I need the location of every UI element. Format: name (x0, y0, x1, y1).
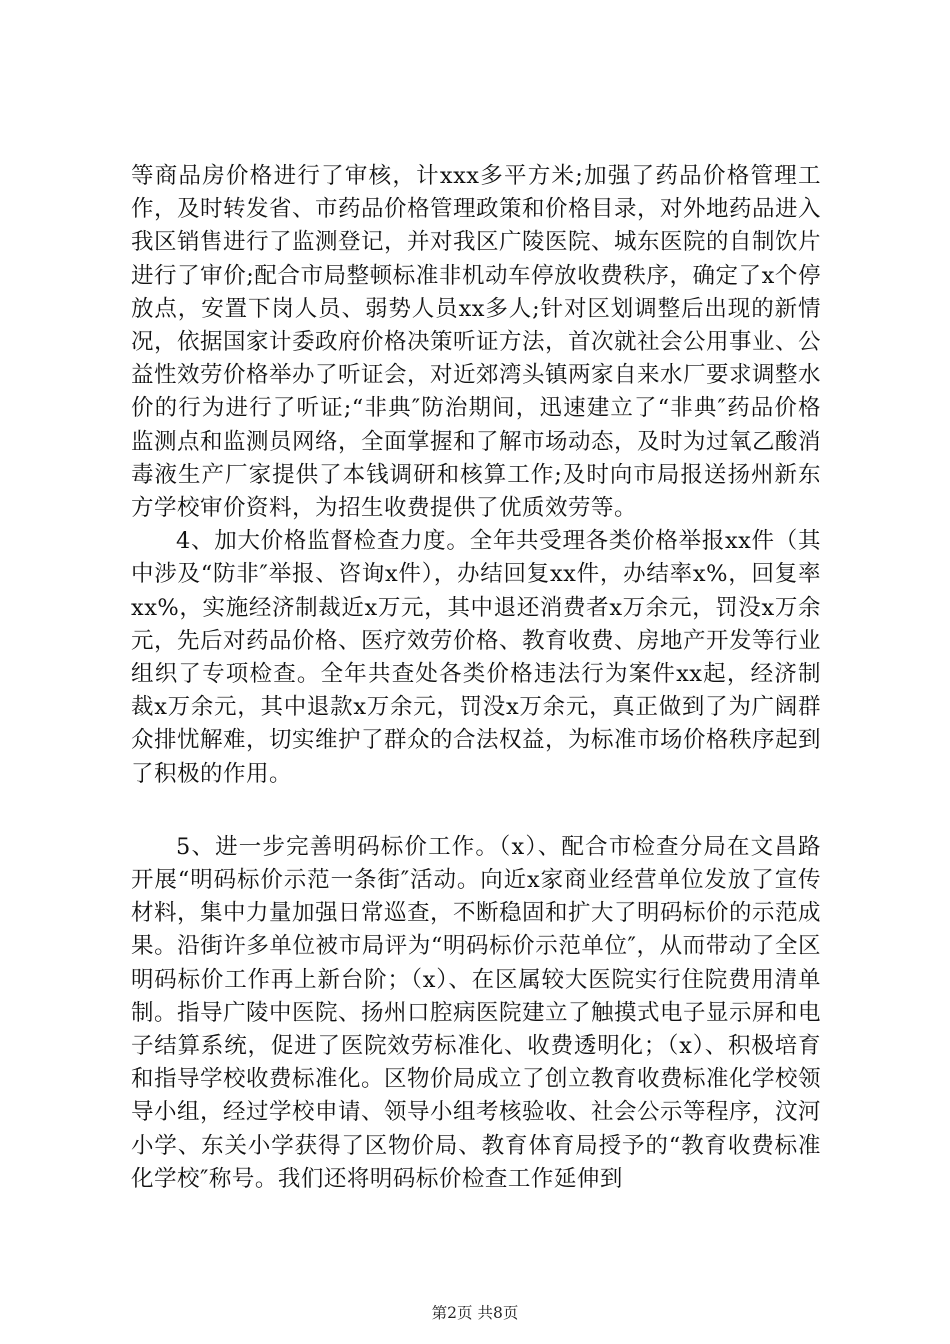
page-footer: 第2页 共8页 (431, 1304, 519, 1322)
paragraph-spacer (131, 791, 821, 831)
document-body (131, 160, 821, 1196)
paragraph-price-marking: 5、进一步完善明码标价工作。（x）、配合市检查分局在文昌路开展“明码标价示范一条街″活动。向近x家商业经营单位发放了宣传材料，集中力量加强日常巡查，不断稳固和扩大了明码标价的示范成果。沿街许多单位被市局评为“明码标价示范单位″，从而带动了全区明码标价工作再上新台阶；（x）、在区属较大医院实行住院费用清单制。指导广陵中医院、扬州口腔病医院建立了触摸式电子显示屏和电子结算系统，促进了医院效劳标准化、收费透明化；（x）、积极培育和指导学校收费标准化。区物价局成立了创立教育收费标准化学校领导小组，经过学校申请、领导小组考核验收、社会公示等程序，汶河小学、东关小学获得了区物价局、教育体育局授予的“教育收费标准化学校″称号。我们还将明码标价检查工作延伸到 (131, 833, 822, 1192)
paragraph-price-supervision: 4、加大价格监督检查力度。全年共受理各类价格举报xx件（其中涉及“防非″举报、咨询x件），办结回复xx件，办结率x%，回复率xx%，实施经济制裁近x万元，其中退还消费者x万余元，罚没x万余元，先后对药品价格、医疗效劳价格、教育收费、房地产开发等行业组织了专项检查。全年共查处各类价格违法行为案件xx起，经济制裁x万余元，其中退款x万余元，罚没x万余元，真正做到了为广阔群众排忧解难，切实维护了群众的合法权益，为标准市场价格秩序起到了积极的作用。 (131, 528, 822, 787)
paragraph-price-review: 等商品房价格进行了审核，计xxx多平方米;加强了药品价格管理工作，及时转发省、市药品价格管理政策和价格目录，对外地药品进入我区销售进行了监测登记，并对我区广陵医院、城东医院的自制饮片进行了审价;配合市局整顿标准非机动车停放收费秩序，确定了x个停放点，安置下岗人员、弱势人员xx多人;针对区划调整后出现的新情况，依据国家计委政府价格决策听证方法，首次就社会公用事业、公益性效劳价格举办了听证会，对近郊湾头镇两家自来水厂要求调整水价的行为进行了听证;“非典″防治期间，迅速建立了“非典″药品价格监测点和监测员网络，全面掌握和了解市场动态，及时为过氧乙酸消毒液生产厂家提供了本钱调研和核算工作;及时向市局报送扬州新东方学校审价资料，为招生收费提供了优质效劳等。 (131, 163, 822, 522)
